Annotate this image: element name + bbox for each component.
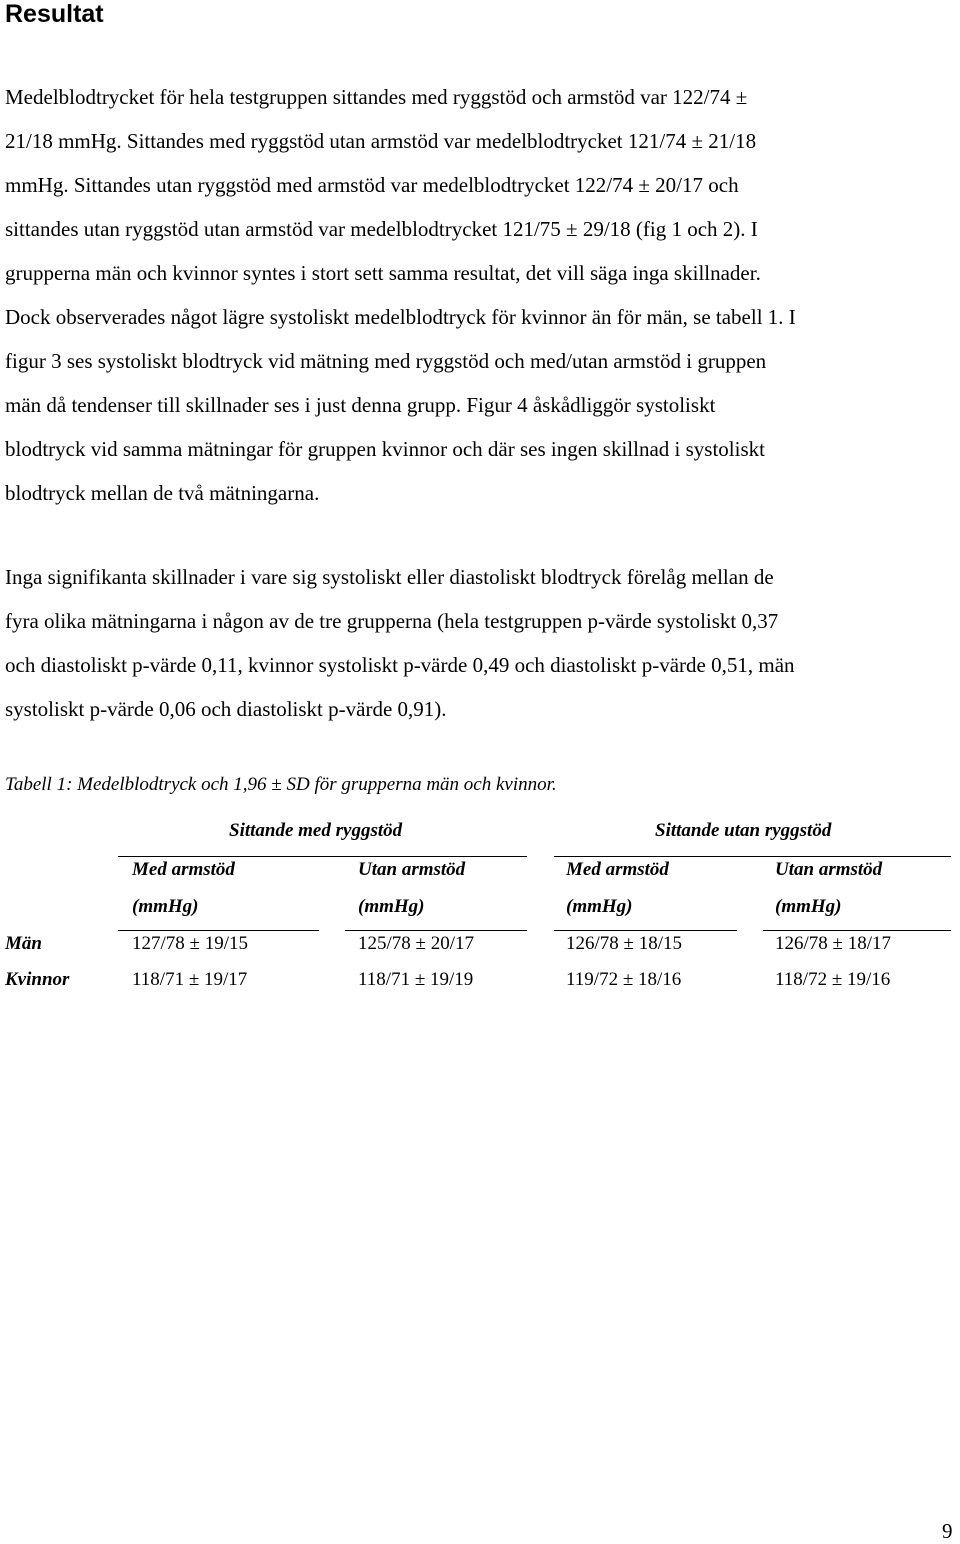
column-unit: (mmHg) — [358, 896, 425, 917]
text-line: systoliskt p-värde 0,06 och diastoliskt p-värde 0,91). — [5, 697, 447, 721]
column-unit: (mmHg) — [775, 896, 842, 917]
table-cell: 119/72 ± 18/16 — [566, 969, 682, 990]
text-line: fyra olika mätningarna i någon av de tre grupperna (hela testgruppen p-värde systoliskt 0,37 — [5, 609, 779, 633]
column-header: Utan armstöd — [358, 859, 466, 880]
column-header: Med armstöd — [132, 859, 235, 880]
text-line: mmHg. Sittandes utan ryggstöd med armstöd var medelblodtrycket 122/74 ± 20/17 och — [5, 173, 739, 197]
table-cell: 118/71 ± 19/19 — [358, 969, 474, 990]
table-cell: 126/78 ± 18/17 — [775, 933, 891, 954]
text-line: blodtryck vid samma mätningar för gruppen kvinnor och där ses ingen skillnad i systoliskt — [5, 437, 765, 461]
column-header: Med armstöd — [566, 859, 669, 880]
table-cell: 125/78 ± 20/17 — [358, 933, 474, 954]
text-line: sittandes utan ryggstöd utan armstöd var medelblodtrycket 121/75 ± 29/18 (fig 1 och 2). I — [5, 217, 758, 241]
text-line: grupperna män och kvinnor syntes i stort sett samma resultat, det vill säga inga skillnader. — [5, 261, 761, 285]
text-line: Inga signifikanta skillnader i vare sig systoliskt eller diastoliskt blodtryck förelåg mellan de — [5, 565, 774, 589]
table-cell: 118/71 ± 19/17 — [132, 969, 248, 990]
page-number: 9 — [942, 1519, 953, 1543]
row-label-women: Kvinnor — [5, 969, 70, 990]
row-label-men: Män — [5, 933, 42, 954]
column-header: Utan armstöd — [775, 859, 883, 880]
column-unit: (mmHg) — [132, 896, 199, 917]
table-cell: 126/78 ± 18/15 — [566, 933, 682, 954]
column-unit: (mmHg) — [566, 896, 633, 917]
text-line: blodtryck mellan de två mätningarna. — [5, 481, 320, 505]
results-paragraph — [5, 75, 960, 515]
group-header-without-backrest: Sittande utan ryggstöd — [655, 820, 832, 841]
table-cell: 118/72 ± 19/16 — [775, 969, 891, 990]
text-line: och diastoliskt p-värde 0,11, kvinnor systoliskt p-värde 0,49 och diastoliskt p-värde 0,51, män — [5, 653, 795, 677]
text-line: män då tendenser till skillnader ses i just denna grupp. Figur 4 åskådliggör systoliskt — [5, 393, 716, 417]
text-line: figur 3 ses systoliskt blodtryck vid mätning med ryggstöd och med/utan armstöd i gruppen — [5, 349, 767, 373]
group-header-with-backrest: Sittande med ryggstöd — [229, 820, 403, 841]
text-line: 21/18 mmHg. Sittandes med ryggstöd utan armstöd var medelblodtrycket 121/74 ± 21/18 — [5, 129, 757, 153]
significance-paragraph — [5, 555, 960, 731]
text-line: Medelblodtrycket för hela testgruppen sittandes med ryggstöd och armstöd var 122/74 ± — [5, 85, 748, 109]
section-heading: Resultat — [5, 0, 104, 28]
text-line: Dock observerades något lägre systoliskt medelblodtryck för kvinnor än för män, se tabell 1. I — [5, 305, 796, 329]
table-caption: Tabell 1: Medelblodtryck och 1,96 ± SD för grupperna män och kvinnor. — [5, 774, 557, 795]
table-cell: 127/78 ± 19/15 — [132, 933, 248, 954]
